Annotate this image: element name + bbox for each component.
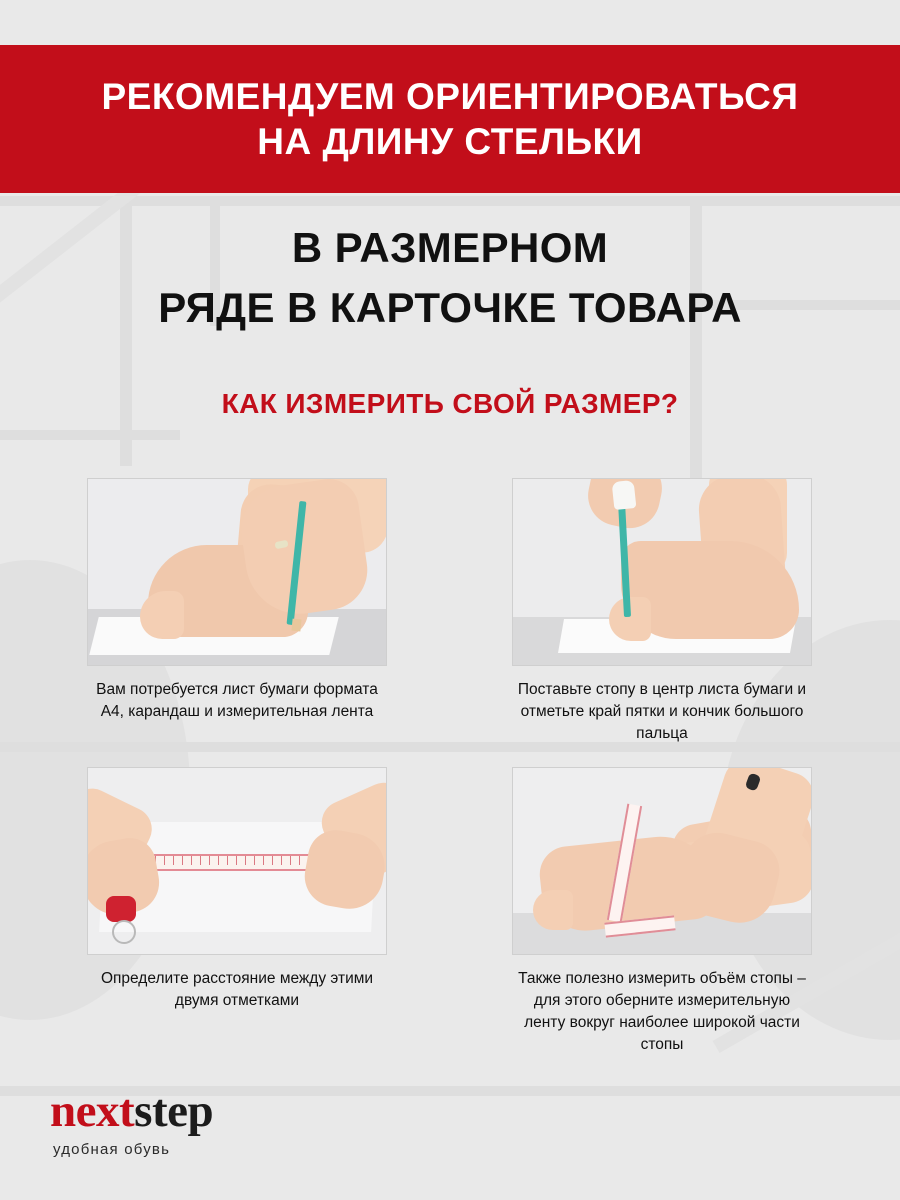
red-banner [0, 45, 900, 193]
logo-wordmark [50, 1085, 214, 1137]
logo-tagline: удобная обувь [53, 1141, 171, 1158]
step-3 [88, 767, 386, 1056]
bg-stripe-mid-left [0, 430, 180, 440]
step-2 [506, 478, 818, 745]
subheading: КАК ИЗМЕРИТЬ СВОЙ РАЗМЕР? [221, 388, 679, 419]
logo-step-text: step [134, 1085, 214, 1137]
step-2-caption: Поставьте стопу в центр листа бумаги и отметьте край пятки и кончик большого пальца [517, 681, 807, 742]
step-3-caption: Определите расстояние между этими двумя отметками [100, 970, 374, 1009]
banner-line-2: НА ДЛИНУ СТЕЛЬКИ [257, 121, 643, 162]
step-4 [506, 767, 818, 1056]
photo-measuring-tape-on-paper [87, 767, 387, 955]
step-1 [88, 478, 386, 745]
steps-grid [88, 478, 818, 1056]
page-title [0, 218, 900, 337]
photo-foot-pencil-paper [87, 478, 387, 666]
banner-line-1: РЕКОМЕНДУЕМ ОРИЕНТИРОВАТЬСЯ [101, 75, 799, 117]
headline-line-2: РЯДЕ В КАРТОЧКЕ ТОВАРА [158, 283, 742, 331]
photo-foot-on-paper-marking [512, 478, 812, 666]
headline-line-1: В РАЗМЕРНОМ [291, 224, 609, 271]
step-4-caption: Также полезно измерить объём стопы – для этого оберните измерительную ленту вокруг наиболее широкой части стопы [518, 970, 806, 1053]
photo-tape-around-foot [512, 767, 812, 955]
logo-next-text: next [50, 1085, 135, 1137]
step-1-caption: Вам потребуется лист бумаги формата А4, карандаш и измерительная лента [96, 681, 378, 720]
brand-logo [50, 1085, 214, 1158]
bg-stripe-top [0, 196, 900, 206]
